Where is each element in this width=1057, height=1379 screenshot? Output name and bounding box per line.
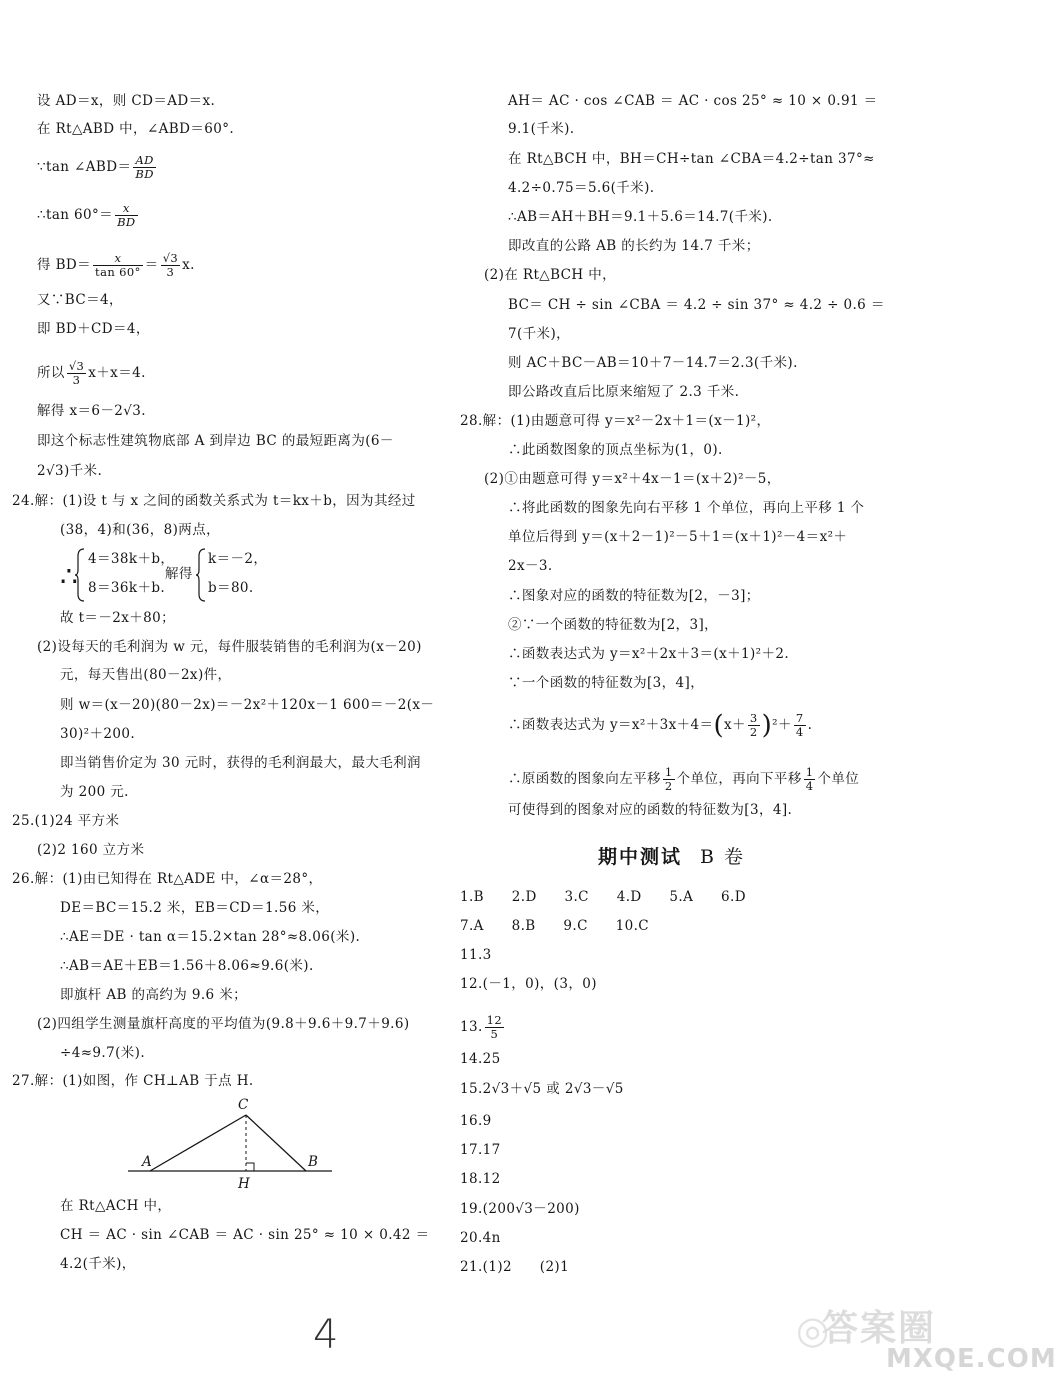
- triangle-diagram: [120, 1095, 340, 1195]
- triangle-figure: [120, 1095, 340, 1195]
- formula-text: ²＋: [772, 717, 792, 733]
- text-line: 4.2÷0.75＝5.6(千米).: [508, 180, 655, 196]
- denominator: tan 60°: [95, 265, 141, 279]
- text-line: 单位后得到 y＝(x＋2－1)²－5＋1＝(x＋1)²－4＝x²＋: [508, 529, 848, 545]
- text-line: ∴AB＝AH＋BH＝9.1＋5.6＝14.7(千米).: [508, 209, 773, 225]
- text-line: ∴AE＝DE · tan α＝15.2×tan 28°≈8.06(米).: [60, 929, 361, 945]
- text-line: ∴图象对应的函数的特征数为[2，－3]；: [508, 588, 760, 604]
- text-line: 元，每天售出(80－2x)件，: [60, 667, 232, 683]
- text-line: ∴此函数图象的顶点坐标为(1，0).: [508, 442, 723, 458]
- text-line: 4.2(千米)，: [60, 1256, 136, 1272]
- text-line: 即当销售价定为 30 元时，获得的毛利润最大，最大毛利润: [60, 755, 421, 771]
- text-line: ÷4≈9.7(米).: [60, 1045, 146, 1061]
- denominator: 5: [490, 1027, 499, 1041]
- formula-text: 得 BD＝: [37, 257, 92, 273]
- answer-line: 16.9: [460, 1113, 492, 1129]
- formula-text: ∴函数表达式为 y＝x²＋3x＋4＝: [508, 717, 714, 733]
- formula-line: [508, 712, 812, 739]
- formula-text: ∵tan ∠ABD＝: [37, 159, 132, 175]
- text-line: 9.1(千米).: [508, 121, 575, 137]
- text-line: 又∵BC＝4，: [37, 292, 123, 308]
- text-line: CH ＝ AC · sin ∠CAB ＝ AC · sin 25° ≈ 10 × 0.42 ＝: [60, 1227, 430, 1243]
- numerator: 1: [805, 765, 814, 779]
- text-line: 2x－3.: [508, 558, 553, 574]
- formula-line: [508, 766, 859, 793]
- text-line: ∴将此函数的图象先向右平移 1 个单位，再向上平移 1 个: [508, 500, 865, 516]
- text-line: 2√3)千米.: [37, 463, 103, 479]
- answer-line: [460, 1014, 506, 1041]
- answer-line: 17.17: [460, 1142, 501, 1158]
- answer-line: 19.(200√3－200): [460, 1201, 580, 1217]
- formula-text: 个单位，再向下平移: [676, 771, 802, 787]
- denominator: 3: [166, 265, 175, 279]
- numerator: √3: [162, 251, 179, 265]
- answer-line: 12.(－1，0)，(3，0): [460, 976, 597, 992]
- answer-line: 20.4n: [460, 1230, 501, 1246]
- paren-open: (: [713, 710, 724, 741]
- denominator: 4: [805, 779, 814, 793]
- text-line: (2)设每天的毛利润为 w 元，每件服装销售的毛利润为(x－20): [37, 639, 422, 655]
- formula-text: 个单位: [817, 771, 860, 787]
- answer-line: 1.B 2.D 3.C 4.D 5.A 6.D: [460, 889, 746, 905]
- denominator: 3: [72, 373, 81, 387]
- numerator: 3: [749, 711, 758, 725]
- fraction: [93, 252, 143, 279]
- text-line: 即旗杆 AB 的高约为 9.6 米；: [60, 987, 248, 1003]
- formula-text: ∴原函数的图象向左平移: [508, 771, 661, 787]
- watermark-text: 答案圈: [822, 1308, 937, 1349]
- denominator: BD: [135, 167, 154, 181]
- numerator: AD: [133, 154, 155, 168]
- answer-line: 21.(1)2 (2)1: [460, 1259, 570, 1275]
- formula-text: 所以: [37, 365, 65, 381]
- formula-line: [37, 360, 146, 387]
- equation: b＝80.: [208, 580, 254, 596]
- text-line: 即 BD＋CD＝4，: [37, 321, 150, 337]
- watermark-logo: [796, 1300, 1057, 1379]
- text-line: 30)²＋200.: [60, 726, 136, 742]
- text-line: ②∵一个函数的特征数为[2，3]，: [508, 617, 719, 633]
- fraction: [804, 766, 816, 793]
- therefore-sign: ∴: [60, 560, 79, 593]
- equation: k＝－2，: [208, 551, 268, 567]
- text-line: AH＝ AC · cos ∠CAB ＝ AC · cos 25° ≈ 10 × 0.91 ＝: [508, 93, 878, 109]
- numerator: 7: [795, 711, 804, 725]
- text-line: 则 AC＋BC－AB＝10＋7－14.7＝2.3(千米).: [508, 355, 798, 371]
- formula-text: x＋: [723, 717, 746, 733]
- answer-line: 7.A 8.B 9.C 10.C: [460, 918, 650, 934]
- fraction: [485, 1014, 504, 1041]
- text-line: (2)在 Rt△BCH 中，: [484, 267, 617, 283]
- numerator: 12: [486, 1013, 503, 1027]
- point-label-c: C: [238, 1097, 249, 1113]
- fraction: [133, 154, 155, 181]
- fraction: [794, 712, 806, 739]
- magnifier-icon: ◎: [796, 1308, 830, 1352]
- text-line: (2)①由题意可得 y＝x²＋4x－1＝(x＋2)²－5，: [484, 471, 781, 487]
- fraction: [115, 202, 137, 229]
- fraction: [748, 712, 760, 739]
- fraction: [663, 766, 675, 793]
- formula-line: [37, 252, 195, 279]
- denominator: 4: [795, 725, 804, 739]
- text-line: 在 Rt△ACH 中，: [60, 1198, 172, 1214]
- numerator: x: [93, 252, 143, 266]
- text-line: (38，4)和(36，8)两点，: [60, 522, 221, 538]
- point-label-h: H: [238, 1176, 251, 1192]
- text-line: 7(千米)，: [508, 326, 571, 342]
- text-line: 解得 x＝6－2√3.: [37, 403, 146, 419]
- numerator: √3: [68, 359, 85, 373]
- text-line: ∵一个函数的特征数为[3，4]，: [508, 675, 705, 691]
- numerator: x: [115, 202, 137, 216]
- text-line: 27.解：(1)如图，作 CH⊥AB 于点 H.: [12, 1073, 254, 1089]
- text-line: ∴函数表达式为 y＝x²＋2x＋3＝(x＋1)²＋2.: [508, 646, 790, 662]
- text-line: (2)四组学生测量旗杆高度的平均值为(9.8＋9.6＋9.7＋9.6): [37, 1016, 410, 1032]
- text-line: 故 t＝－2x＋80；: [60, 610, 175, 626]
- paren-close: ): [761, 710, 773, 741]
- formula-line: [37, 202, 140, 229]
- text-line: 28.解：(1)由题意可得 y＝x²－2x＋1＝(x－1)²，: [460, 413, 771, 429]
- section-title-sub: B 卷: [700, 846, 746, 868]
- text-line: 即公路改直后比原来缩短了 2.3 千米.: [508, 384, 740, 400]
- fraction: [161, 252, 180, 279]
- equation: 8＝36k＋b.: [88, 580, 166, 596]
- equation: 4＝38k＋b，: [88, 551, 175, 567]
- text-line: 24.解：(1)设 t 与 x 之间的函数关系式为 t＝kx＋b，因为其经过: [12, 493, 416, 509]
- left-brace-icon: [195, 548, 207, 602]
- text-line: 可使得到的图象对应的函数的特征数为[3，4].: [508, 802, 793, 818]
- answer-line: 18.12: [460, 1171, 501, 1187]
- formula-line: [37, 154, 158, 181]
- text-line: 在 Rt△BCH 中，BH＝CH÷tan ∠CBA＝4.2÷tan 37°≈: [508, 151, 875, 167]
- fraction: [67, 360, 86, 387]
- formula-text: .: [807, 717, 813, 733]
- text-line: 设 AD＝x，则 CD＝AD＝x.: [37, 93, 216, 109]
- point-label-a: A: [142, 1154, 153, 1170]
- text-line: 则 w＝(x－20)(80－2x)＝－2x²＋120x－1 600＝－2(x－: [60, 697, 435, 713]
- denominator: BD: [117, 215, 136, 229]
- point-label-b: B: [308, 1154, 319, 1170]
- formula-text: x.: [182, 257, 195, 273]
- text-line: 为 200 元.: [60, 784, 129, 800]
- answer-line: 15.2√3＋√5 或 2√3－√5: [460, 1081, 624, 1097]
- text-line: 即这个标志性建筑物底部 A 到岸边 BC 的最短距离为(6－: [37, 433, 394, 449]
- text-line: BC＝ CH ÷ sin ∠CBA ＝ 4.2 ÷ sin 37° ≈ 4.2 ÷ 0.6 ＝: [508, 297, 885, 313]
- denominator: 2: [749, 725, 758, 739]
- numerator: 1: [664, 765, 673, 779]
- text-line: ∴AB＝AE＋EB＝1.56＋8.06≈9.6(米).: [60, 958, 314, 974]
- answer-line: 14.25: [460, 1051, 501, 1067]
- denominator: 2: [664, 779, 673, 793]
- formula-text: x＋x＝4.: [88, 365, 146, 381]
- text-line: 在 Rt△ABD 中，∠ABD＝60°.: [37, 121, 235, 137]
- answer-line: 11.3: [460, 947, 492, 963]
- section-title-main: 期中测试: [598, 846, 683, 868]
- text-line: 即改直的公路 AB 的长约为 14.7 千米；: [508, 238, 760, 254]
- formula-text: ＝: [144, 257, 159, 273]
- text-line: 26.解：(1)由已知得在 Rt△ADE 中，∠α＝28°，: [12, 871, 323, 887]
- formula-text: ∴tan 60°＝: [37, 207, 114, 223]
- text-line: 25.(1)24 平方米: [12, 813, 120, 829]
- text-line: 解得: [165, 566, 193, 582]
- text-line: (2)2 160 立方米: [37, 842, 145, 858]
- left-brace-icon: [74, 548, 86, 602]
- page-number: 4: [313, 1312, 339, 1358]
- watermark-url: MXQE.COM: [886, 1344, 1057, 1374]
- text-line: DE＝BC＝15.2 米，EB＝CD＝1.56 米，: [60, 900, 330, 916]
- formula-text: 13.: [460, 1019, 483, 1035]
- section-title: [598, 842, 745, 869]
